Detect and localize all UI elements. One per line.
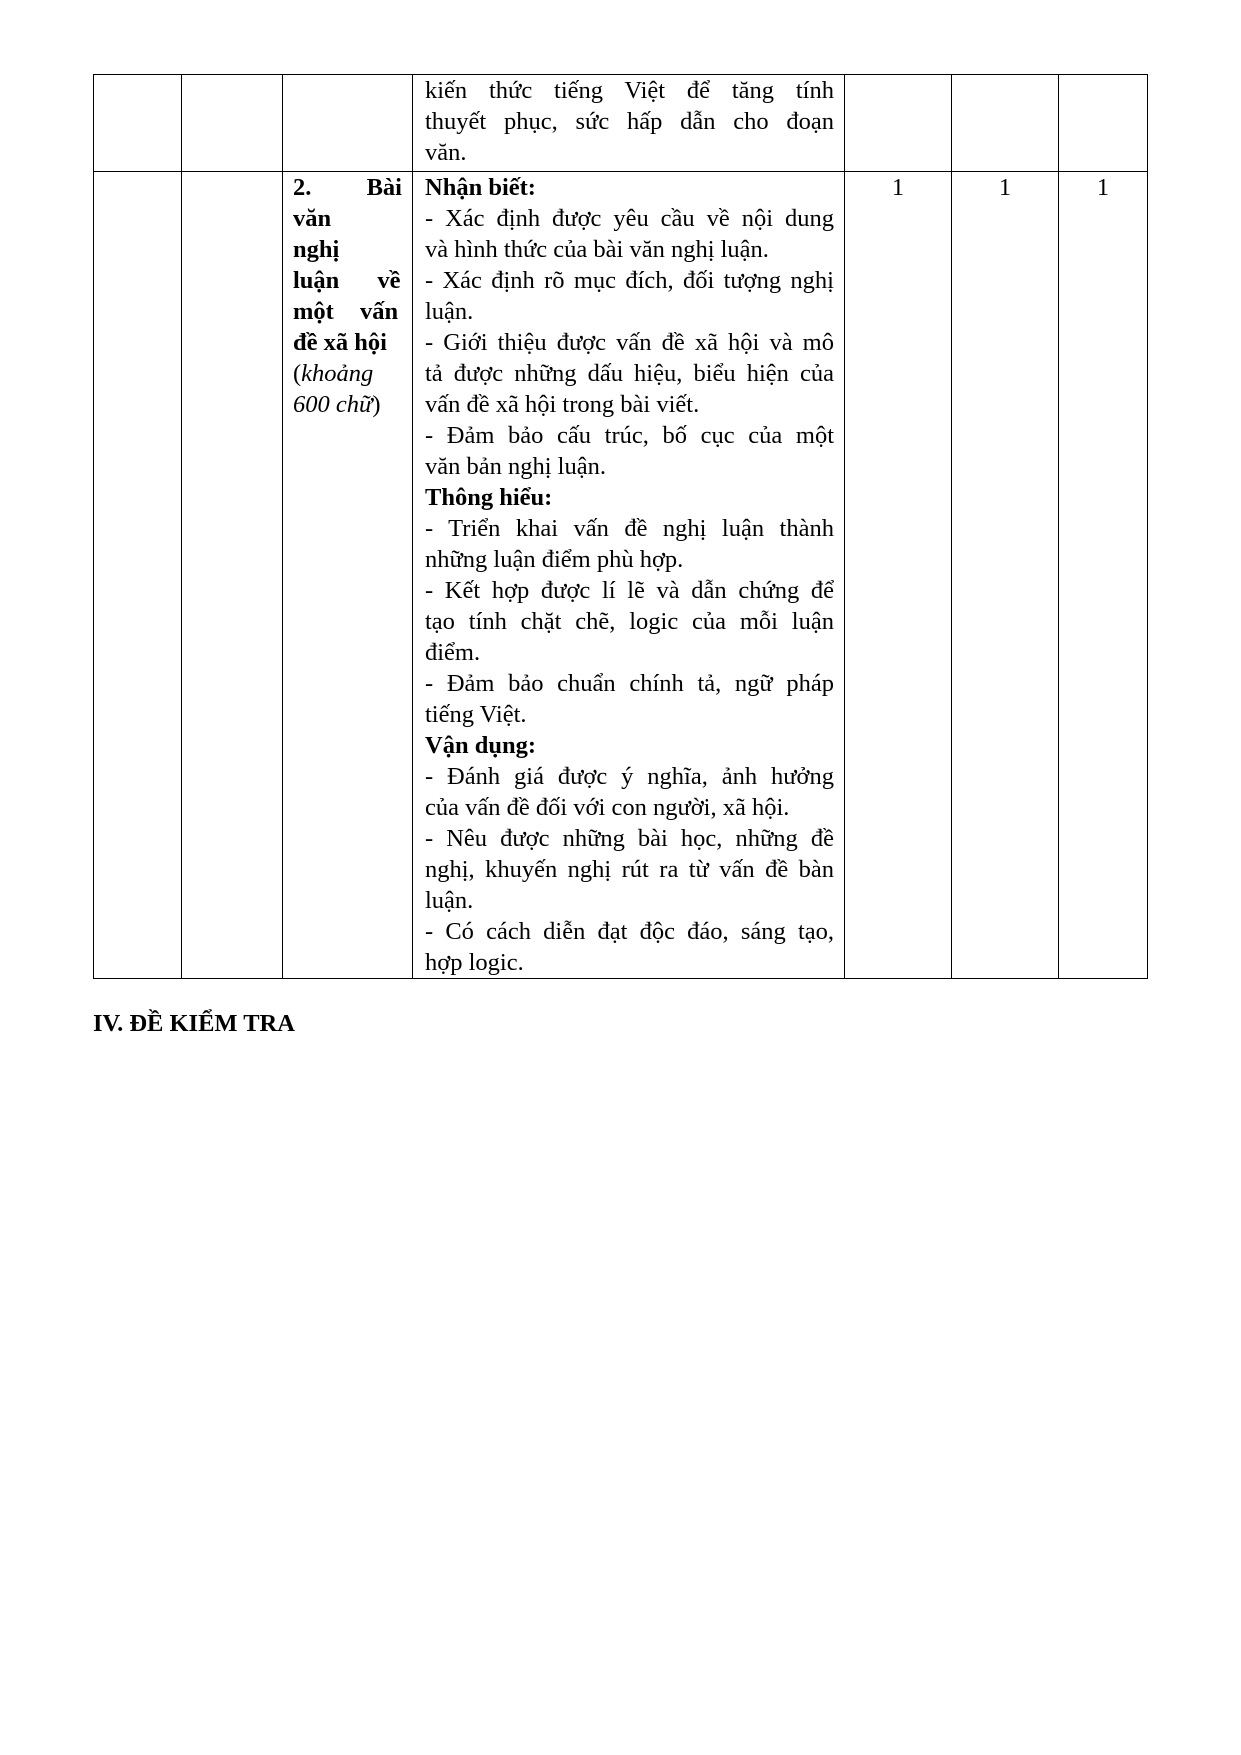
description-line: - Giới thiệu được vấn đề xã hội và mô [425,329,834,356]
topic-text: luận về [293,267,401,294]
topic-first-line [293,172,402,203]
topic-line [293,296,402,327]
description-line: những luận điểm phù hợp. [425,546,684,573]
note-paren: ) [372,391,381,418]
table-cell [182,172,283,979]
note-text: 600 chữ [293,391,373,418]
description-line: - Triển khai vấn đề nghị luận thành [425,515,834,542]
description-line: luận. [425,887,474,914]
description-line: tiếng Việt. [425,701,527,728]
level-heading: Vận dụng: [425,732,536,759]
table-cell [182,75,283,172]
description-line: hợp logic. [425,949,524,976]
description-line: của vấn đề đối với con người, xã hội. [425,794,790,821]
description-line: và hình thức của bài văn nghị luận. [425,236,769,263]
table-cell [94,172,182,979]
description-line: tạo tính chặt chẽ, logic của mỗi luận [425,608,834,635]
topic-line [293,203,402,265]
table-cell [1059,75,1148,172]
specification-table [93,74,1148,979]
description-line: - Xác định được yêu cầu về nội dung [425,205,834,232]
topic-line [293,265,402,296]
count-cell: 1 [1059,172,1148,979]
description-line: thuyết phục, sức hấp dẫn cho đoạn [425,108,834,135]
description-line: - Xác định rõ mục đích, đối tượng nghị [425,267,834,294]
description-line: - Đảm bảo chuẩn chính tả, ngữ pháp [425,670,834,697]
count-cell: 1 [845,172,952,979]
description-line: tả được những dấu hiệu, biểu hiện của [425,360,834,387]
note-paren: ( [293,360,302,387]
description-line: vấn đề xã hội trong bài viết. [425,391,700,418]
description-cell [413,172,845,979]
description-line: điểm. [425,639,481,666]
topic-text: văn nghị [293,205,340,263]
description-line: - Nêu được những bài học, những đề [425,825,834,852]
description-line: - Kết hợp được lí lẽ và dẫn chứng để [425,577,834,604]
table-cell [845,75,952,172]
description-line: luận. [425,298,474,325]
topic-number: 2. [293,174,312,201]
description-line: văn. [425,139,467,166]
topic-note [293,358,402,420]
table-cell [94,75,182,172]
topic-text: đề xã hội [293,329,387,356]
topic-cell [283,172,413,979]
level-heading: Thông hiểu: [425,484,553,511]
table-row [94,75,1148,172]
topic-word: Bài [366,174,402,201]
section-title: IV. ĐỀ KIỂM TRA [93,1010,295,1037]
description-line: - Có cách diễn đạt độc đáo, sáng tạo, [425,918,834,945]
description-line: - Đảm bảo cấu trúc, bố cục của một [425,422,834,449]
topic-text: một vấn [293,298,399,325]
description-line: kiến thức tiếng Việt để tăng tính [425,77,834,104]
table-cell [952,75,1059,172]
description-cell [413,75,845,172]
note-text: khoảng [301,360,374,387]
table-row [94,172,1148,979]
description-line: - Đánh giá được ý nghĩa, ảnh hưởng [425,763,834,790]
topic-line [293,327,402,358]
description-line: nghị, khuyến nghị rút ra từ vấn đề bàn [425,856,834,883]
table-cell [283,75,413,172]
description-line: văn bản nghị luận. [425,453,606,480]
count-cell: 1 [952,172,1059,979]
level-heading: Nhận biết: [425,174,536,201]
